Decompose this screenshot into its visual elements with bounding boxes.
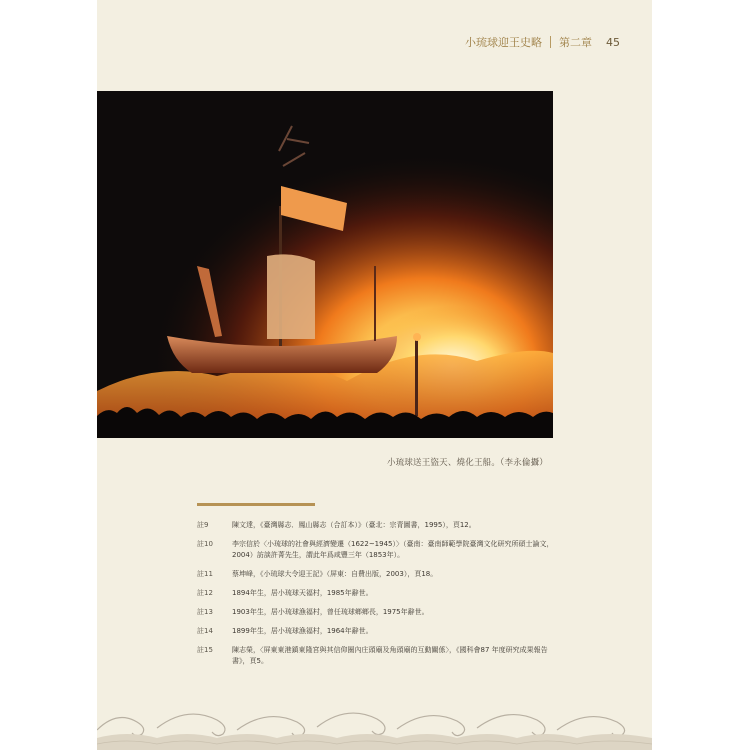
footnote <box>197 626 557 637</box>
footnote-divider <box>197 503 315 506</box>
bonfire-ship-photo <box>97 91 553 438</box>
footnote-label: 註10 <box>197 540 213 548</box>
footnote <box>197 607 557 618</box>
footnote-label: 註9 <box>197 521 209 529</box>
footnote-text: 陳志榮，〈屏東東港鎮東隆宮與其信仰圈內庄頭廟及角頭廟的互動關係〉，《國科會87 年度研究成果報告書》，頁5。 <box>232 646 548 665</box>
footnote-text: 1894年生，居小琉球天福村，1985年辭世。 <box>232 589 373 597</box>
footnote-label: 註11 <box>197 570 213 578</box>
footnote-label: 註13 <box>197 608 213 616</box>
footnote-text: 1903年生，居小琉球漁福村，曾任琉球鄉鄉長，1975年辭世。 <box>232 608 429 616</box>
footnote-text: 蔡坤峰，《小琉球大令迎王記》（屏東：自費出版，2003），頁18。 <box>232 570 438 578</box>
footnote <box>197 539 557 561</box>
book-page <box>97 0 652 750</box>
footnote <box>197 645 557 667</box>
book-title: 小琉球迎王史略 <box>465 36 542 49</box>
footnote <box>197 520 557 531</box>
footnote <box>197 569 557 580</box>
footnote-text: 1899年生，居小琉球漁福村，1964年辭世。 <box>232 627 373 635</box>
footnote-text: 陳文達，《臺灣縣志．鳳山縣志（合訂本）》（臺北：宗青圖書，1995），頁12。 <box>232 521 476 529</box>
chapter-label: 第二章 <box>559 36 592 49</box>
footnotes-list <box>197 520 557 675</box>
footnote-label: 註12 <box>197 589 213 597</box>
footnote-label: 註15 <box>197 646 213 654</box>
photo-illustration <box>97 91 553 438</box>
footnote-label: 註14 <box>197 627 213 635</box>
page-number: 45 <box>606 35 620 49</box>
running-header <box>465 34 620 50</box>
wave-border-ornament <box>97 700 652 750</box>
footnote-text: 李宗信於〈小琉球的社會與經濟變遷（1622~1945）〉（臺南：臺南師範學院臺灣文化研究所碩士論文，2004）訪談許菁先生，謂此年爲咸豐三年（1853年）。 <box>232 540 554 559</box>
header-divider <box>550 36 551 48</box>
photo-caption: 小琉球送王盜天、燒化王船。（李永倫攝） <box>386 458 548 468</box>
footnote <box>197 588 557 599</box>
